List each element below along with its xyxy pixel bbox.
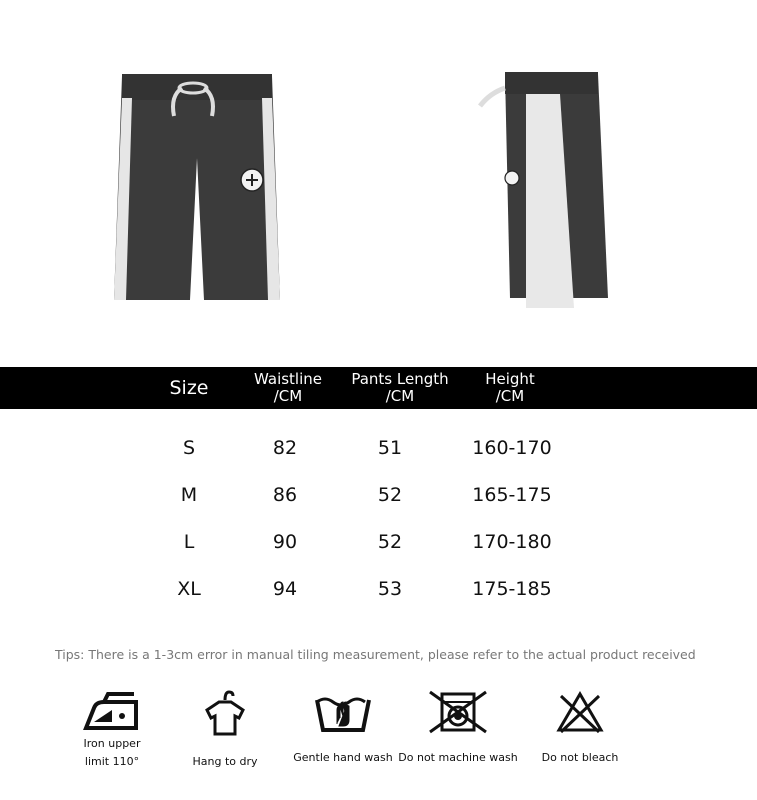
cell-height: 160-170	[472, 437, 552, 459]
iron-icon	[82, 690, 142, 734]
hand-wash-icon	[313, 690, 373, 734]
care-iron: Iron upper limit 110°	[70, 690, 154, 772]
no-machine-wash-icon	[428, 690, 488, 734]
cell-waist: 82	[272, 437, 298, 459]
care-no-machine-wash: Do not machine wash	[398, 690, 518, 768]
cell-waist: 94	[272, 578, 298, 600]
header-waistline: Waistline /CM	[254, 370, 322, 405]
cell-waist: 90	[272, 531, 298, 553]
cell-size: L	[183, 531, 195, 553]
cell-length: 51	[377, 437, 403, 459]
hang-dry-icon	[203, 688, 247, 738]
shorts-front-image	[112, 68, 282, 308]
measurement-tip: Tips: There is a 1-3cm error in manual tiling measurement, please refer to the actual product received	[55, 647, 696, 662]
header-pants-length: Pants Length /CM	[351, 370, 449, 405]
cell-size: S	[182, 437, 196, 459]
cell-height: 170-180	[472, 531, 552, 553]
care-hand-wash: Gentle hand wash	[292, 690, 394, 768]
shorts-side-image	[470, 68, 620, 313]
no-bleach-icon	[555, 690, 605, 734]
cell-size: XL	[177, 578, 201, 600]
size-table-header	[0, 367, 757, 409]
header-size: Size	[169, 377, 209, 399]
cell-waist: 86	[272, 484, 298, 506]
cell-height: 165-175	[472, 484, 552, 506]
care-hang-dry: Hang to dry	[186, 688, 264, 772]
cell-length: 52	[377, 484, 403, 506]
cell-size: M	[180, 484, 198, 506]
cell-height: 175-185	[472, 578, 552, 600]
cell-length: 52	[377, 531, 403, 553]
header-height: Height /CM	[485, 370, 535, 405]
cell-length: 53	[377, 578, 403, 600]
care-no-bleach: Do not bleach	[536, 690, 624, 768]
